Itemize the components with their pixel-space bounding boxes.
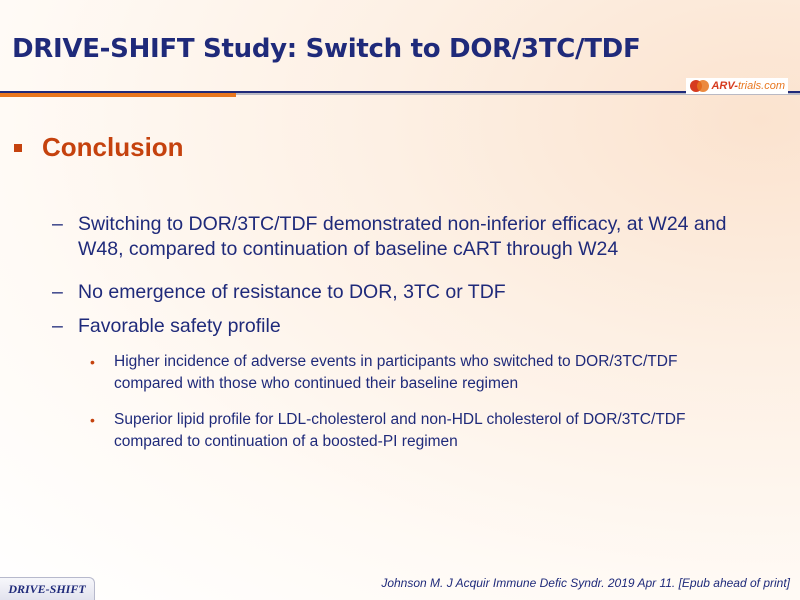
dash-bullet-icon: – — [52, 281, 63, 303]
section-heading — [14, 132, 184, 163]
sub-list-item-text: Superior lipid profile for LDL-cholesterol and non-HDL cholesterol of DOR/3TC/TDF compared to continuation of a boosted-PI regimen — [114, 411, 686, 450]
citation: Johnson M. J Acquir Immune Defic Syndr. 2019 Apr 11. [Epub ahead of print] — [381, 576, 790, 590]
logo-prefix: ARV- — [711, 80, 738, 92]
list-item-text: Switching to DOR/3TC/TDF demonstrated non-inferior efficacy, at W24 and W48, compared to continuation of baseline cART through W24 — [78, 213, 727, 260]
title-divider-accent — [0, 93, 236, 97]
sub-list-item — [90, 409, 750, 453]
logo-suffix: trials.com — [737, 80, 785, 92]
list-item — [52, 212, 772, 262]
square-bullet-icon — [14, 144, 22, 152]
logo-icon — [689, 78, 711, 94]
footer-study-tag: DRIVE-SHIFT — [0, 577, 95, 600]
sub-list-item-text: Higher incidence of adverse events in participants who switched to DOR/3TC/TDF compared with those who continued their baseline regimen — [114, 353, 678, 392]
list-item-text: Favorable safety profile — [78, 315, 281, 337]
sub-list-item — [90, 351, 750, 395]
section-heading-label: Conclusion — [42, 132, 184, 162]
dash-bullet-icon: – — [52, 315, 63, 337]
dot-bullet-icon: • — [90, 412, 95, 428]
list-item-text: No emergence of resistance to DOR, 3TC or TDF — [78, 281, 506, 303]
dash-bullet-icon: – — [52, 213, 63, 235]
list-item — [52, 280, 772, 305]
arv-trials-logo — [686, 78, 788, 94]
slide-title: DRIVE-SHIFT Study: Switch to DOR/3TC/TDF — [12, 34, 641, 64]
dot-bullet-icon: • — [90, 354, 95, 370]
list-item — [52, 314, 772, 339]
